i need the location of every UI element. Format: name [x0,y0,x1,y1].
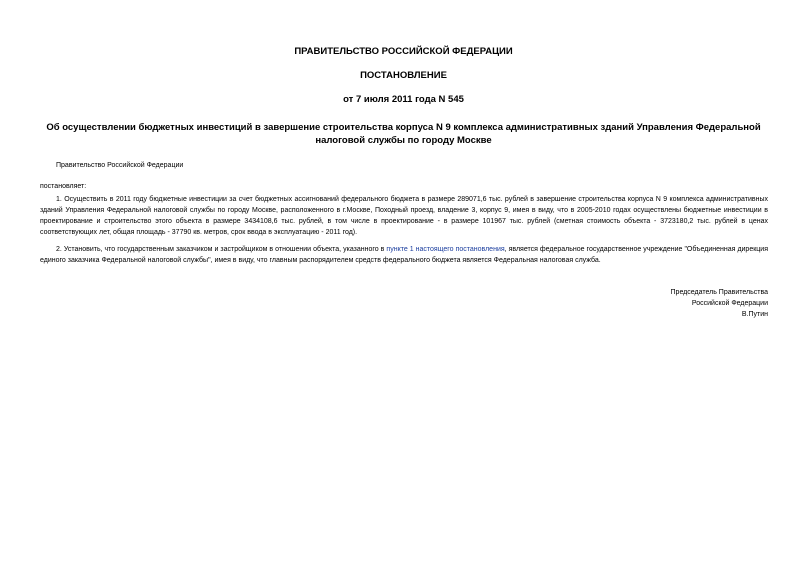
intro-text: Правительство Российской Федерации [56,162,184,169]
signature-name: В.Путин [741,311,768,318]
decrees-text: постановляет: [40,183,87,190]
paragraph-1: 1. Осуществить в 2011 году бюджетные инвестиции за счет бюджетных ассигнований федерального бюджета в размере 289071,6 тыс. рублей в завершение строительства корпуса N 9 комплекса административных зданий Управления Федеральной налоговой службы по городу Москве, расположенного в г.Москве, Походный проезд, владение 3, корпус 9, имея в виду, что в 2005-2010 годах осуществлены бюджетные инвестиции в проектирование и строительство этого объекта в размере 3434108,6 тыс. рублей, в том числе в проектирование - в размере 101967 тыс. рублей (сметная стоимость объекта - 3723180,2 тыс. рублей в ценах соответствующих лет, общая площадь - 37790 кв. метров, срок ввода в эксплуатацию - 2011 год). [40,196,768,236]
signature-organization: Российской Федерации [691,300,768,307]
signature-title: Председатель Правительства [670,289,768,296]
paragraph-2 [40,244,768,266]
document-date-number: от 7 июля 2011 года N 545 [343,94,464,105]
paragraph-1-reference-link[interactable]: пункте 1 настоящего постановления [386,246,505,253]
government-heading: ПРАВИТЕЛЬСТВО РОССИЙСКОЙ ФЕДЕРАЦИИ [294,46,513,57]
document-title: Об осуществлении бюджетных инвестиций в завершение строительства корпуса N 9 комплекса административных зданий Управления Федеральной налоговой службы по городу Москве [46,122,761,146]
paragraph-2-text-start: 2. Установить, что государственным заказчиком и застройщиком в отношении объекта, указанного в [56,246,387,253]
paragraph-2-text-end: , является федеральное государственное учреждение "Объединенная дирекция единого заказчика Федеральной налоговой службы", имея в виду, что главным распорядителем средств федерального бюджета является Федеральная налоговая служба. [40,246,768,264]
document-type-heading: ПОСТАНОВЛЕНИЕ [360,70,447,81]
